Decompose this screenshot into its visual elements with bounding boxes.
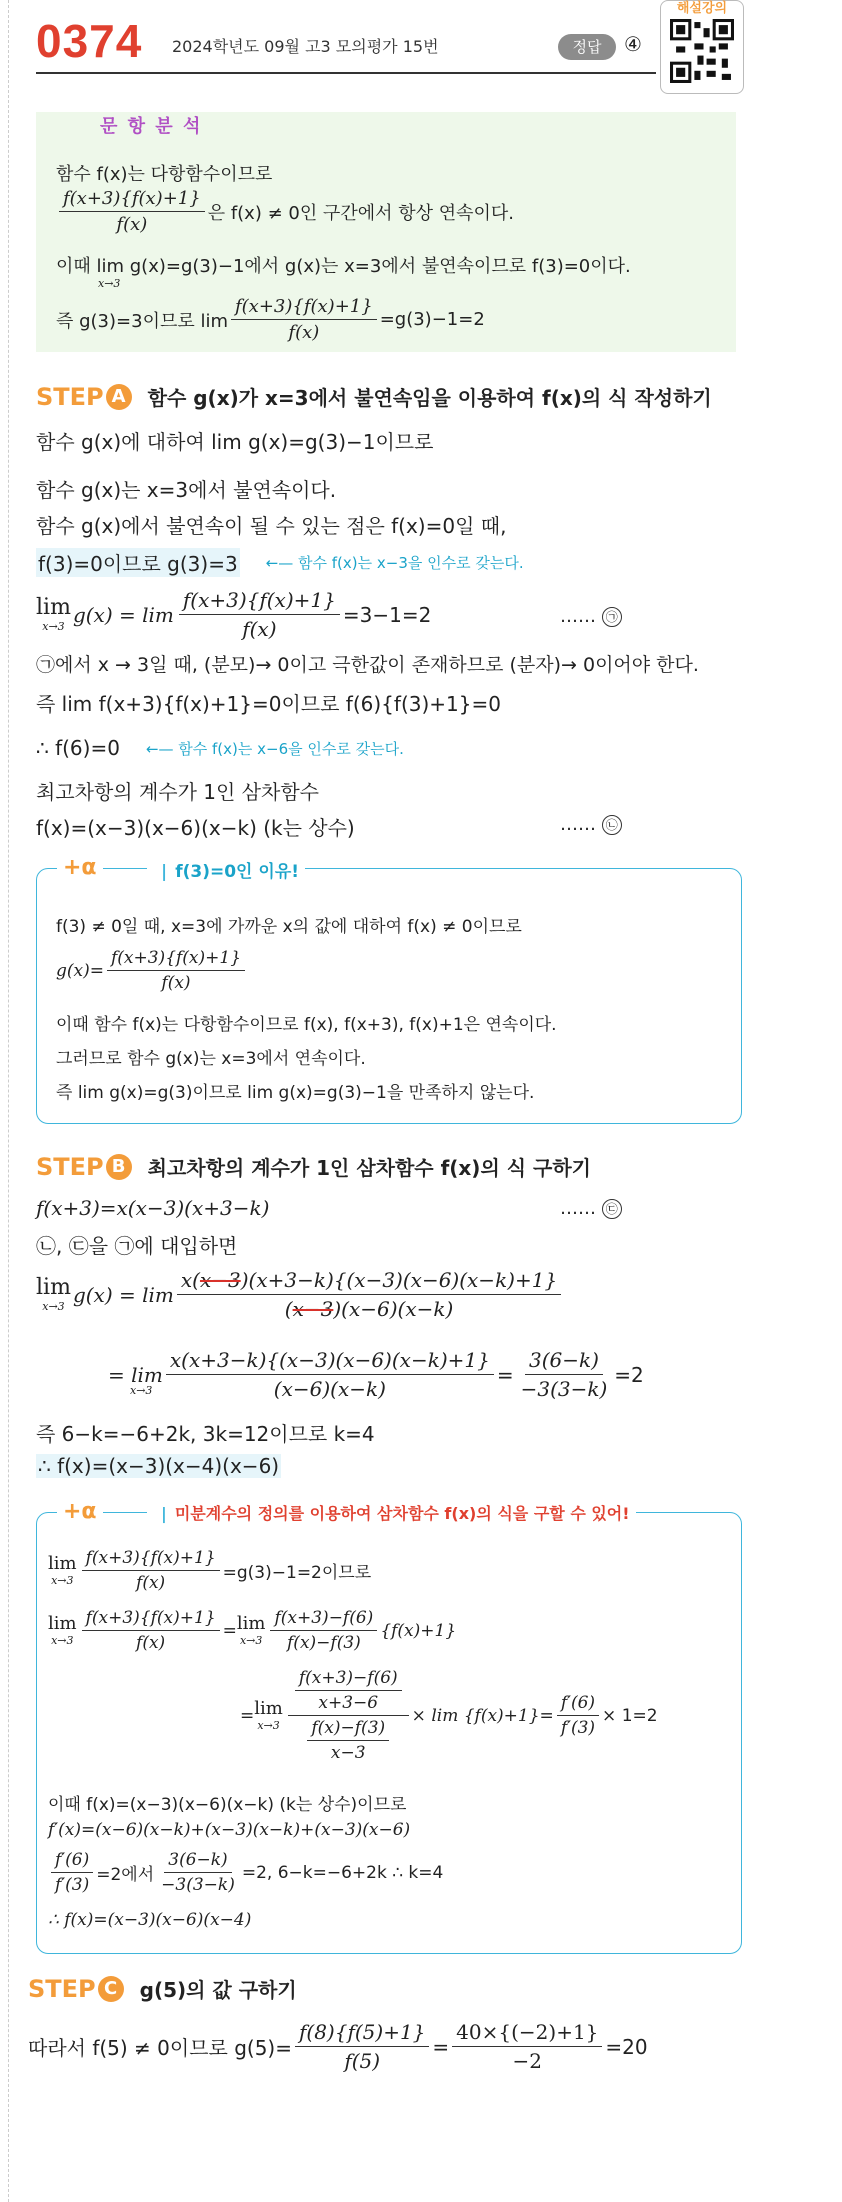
stepA-line-6 xyxy=(36,650,699,677)
body-text: f(3) ≠ 0일 때, x=3에 가까운 x의 값에 대하여 f(x) ≠ 0이므로 xyxy=(56,917,522,937)
stepA-line-9 xyxy=(36,776,319,805)
limit xyxy=(254,1700,283,1731)
separator: | xyxy=(161,1504,167,1523)
fraction xyxy=(51,1850,93,1895)
fraction-numerator xyxy=(177,1268,561,1295)
body-text: 그러므로 함수 g(x)는 x=3에서 연속이다. xyxy=(56,1049,366,1069)
compound-fraction xyxy=(288,1668,409,1763)
lim-word: lim xyxy=(36,595,71,620)
boxB-row-3: = lim x→3 $\frac{\frac{f(x+3)-f(6)}{x+3-6}}{\frac{f(x)-f(3)}{x-3}}$ × lim {f(x)+1}= $\frac{f'(6)}{f'(3)}$ × 1=2 xyxy=(240,1668,658,1763)
analysis-title: 문 항 분 석 xyxy=(100,116,203,137)
answer-value: ④ xyxy=(624,32,642,56)
step-b-heading xyxy=(36,1152,591,1181)
fraction-denominator: −3(3−k) xyxy=(520,1377,608,1401)
body-text: =g(3)−1=2이므로 xyxy=(222,1563,372,1583)
fraction-numerator: f(x+3)−f(6) xyxy=(270,1608,377,1631)
body-text: 함수 g(x)는 x=3에서 불연속이다. xyxy=(36,478,337,502)
body-text: f(x+3)=x(x−3)(x+3−k) xyxy=(36,1196,270,1220)
stepA-line-2 xyxy=(36,474,336,503)
analysis-text: 함수 f(x)는 다항함수이므로 xyxy=(56,164,273,185)
body-text: 이때 함수 f(x)는 다항함수이므로 f(x), f(x+3), f(x)+1은 연속이다. xyxy=(56,1015,557,1035)
fraction-numerator: 3(6−k) xyxy=(164,1850,231,1873)
qr-panel[interactable] xyxy=(660,0,744,94)
body-text: 따라서 f(5) ≠ 0이므로 g(5)= xyxy=(28,2036,292,2060)
fraction xyxy=(107,948,245,993)
lim-word: lim xyxy=(48,1553,77,1574)
stepA-line-1 xyxy=(36,426,433,455)
fraction-denominator: x+3−6 xyxy=(318,1693,379,1713)
body-text: = lim xyxy=(108,1362,163,1387)
body-text: × 1=2 xyxy=(602,1705,658,1726)
fraction xyxy=(295,1668,402,1713)
fraction-numerator: x(x+3−k){(x−3)(x−6)(x−k)+1} xyxy=(166,1348,494,1375)
stepA-line-7 xyxy=(36,688,501,717)
body-text: =2, 6−k=−6+2k ∴ k=4 xyxy=(241,1862,444,1883)
plus-alpha-icon: +α xyxy=(57,1499,103,1524)
fraction-numerator xyxy=(288,1668,409,1716)
fraction-numerator: f(x+3){f(x)+1} xyxy=(59,188,205,212)
fraction-denominator: f(x) xyxy=(116,214,148,235)
fraction-denominator: f(x) xyxy=(288,322,320,343)
fraction-numerator: f(x+3){f(x)+1} xyxy=(179,588,340,615)
fraction xyxy=(179,588,340,641)
limit-subscript: x→3 xyxy=(98,277,121,290)
boxB-row-2: lim x→3 $\frac{f(x+3)\{f(x)+1\}}{f(x)}$ = lim x→3 $\frac{f(x+3)-f(6)}{f(x)-f(3)}$ {f(x)+1} xyxy=(48,1608,457,1653)
body-text: =3−1=2 xyxy=(342,602,432,627)
body-text: ㉡, ㉢을 ㉠에 대입하면 xyxy=(36,1234,238,1258)
body-text: 즉 6−k=−6+2k, 3k=12이므로 k=4 xyxy=(36,1422,375,1446)
fraction xyxy=(82,1608,220,1653)
dots: …… xyxy=(560,814,596,835)
fraction xyxy=(270,1608,377,1653)
fraction-denominator: f(5) xyxy=(344,2049,381,2073)
step-badge: C xyxy=(98,1976,124,2002)
fraction-denominator: −3(3−k) xyxy=(161,1875,235,1895)
fraction xyxy=(177,1268,561,1321)
analysis-line-4 xyxy=(56,296,485,343)
annotation-note: ←— 함수 f(x)는 x−3을 인수로 갖는다. xyxy=(265,554,524,572)
fraction-denominator xyxy=(281,1295,458,1321)
boxB-row-7 xyxy=(48,1910,251,1930)
tip-title-text: 미분계수의 정의를 이용하여 삼차함수 f(x)의 식을 구할 수 있어! xyxy=(174,1504,630,1523)
limit xyxy=(48,1615,77,1646)
tag-circle: ㉡ xyxy=(602,815,622,835)
answer-badge xyxy=(558,34,616,60)
limit xyxy=(237,1615,266,1646)
tag-circle: ㉠ xyxy=(602,607,622,627)
step-c-label xyxy=(28,1975,124,2003)
fraction-denominator: −2 xyxy=(512,2049,543,2073)
numerator-part: x( xyxy=(180,1268,200,1292)
analysis-line-1 xyxy=(56,160,272,186)
fraction-denominator: f(x) xyxy=(242,617,277,641)
body-text: 이때 f(x)=(x−3)(x−6)(x−k) (k는 상수)이므로 xyxy=(48,1795,407,1815)
body-text: 함수 g(x)에 대하여 lim g(x)=g(3)−1이므로 xyxy=(36,430,434,454)
stepB-line-3 xyxy=(36,1268,564,1321)
lim-word: lim xyxy=(236,1613,266,1634)
fraction-numerator: f′(6) xyxy=(557,1693,599,1716)
fraction-denominator: f′(3) xyxy=(55,1875,90,1895)
numerator-part: )(x+3−k){(x−3)(x−6)(x−k)+1} xyxy=(240,1268,558,1292)
stepB-line-1 xyxy=(36,1196,269,1220)
body-text: g(x)= xyxy=(56,960,104,981)
limit xyxy=(48,1555,77,1586)
fraction-denominator: f′(3) xyxy=(560,1718,596,1738)
step-word: STEP xyxy=(36,382,104,411)
lim-word: lim xyxy=(254,1698,283,1719)
fraction xyxy=(307,1718,389,1763)
equation-tag-c xyxy=(560,1198,622,1219)
body-text: f(3)=0이므로 g(3)=3 xyxy=(36,548,240,577)
qr-caption: 해설강의 xyxy=(676,1,728,16)
cancelled-factor: x−3 xyxy=(199,1268,241,1292)
boxB-row-1 xyxy=(48,1548,371,1593)
boxA-line-4 xyxy=(56,1044,366,1069)
limit xyxy=(36,1277,71,1312)
lim-word: lim xyxy=(48,1613,77,1634)
analysis-text: 즉 g(3)=3이므로 lim xyxy=(56,310,228,332)
fraction xyxy=(452,2020,602,2073)
fraction-denominator: f(x) xyxy=(136,1633,166,1653)
analysis-text: =g(3)−1=2 xyxy=(379,309,485,330)
header-rule xyxy=(36,72,656,74)
stepB-line-5 xyxy=(36,1418,375,1447)
body-text: g(x) = lim xyxy=(72,1282,174,1307)
boxA-line-3 xyxy=(56,1010,557,1035)
body-text: 즉 lim f(x+3){f(x)+1}=0이므로 f(6){f(3)+1}=0 xyxy=(36,692,501,716)
exam-source: 2024학년도 09월 고3 모의평가 15번 xyxy=(172,37,439,56)
equation-tag-a xyxy=(560,606,622,627)
body-text: g(x) = lim xyxy=(72,602,174,627)
fraction-denominator: x−3 xyxy=(330,1743,366,1763)
result-text: ∴ f(x)=(x−3)(x−4)(x−6) xyxy=(38,1454,280,1478)
step-c-heading xyxy=(28,1974,297,2003)
stepA-line-10 xyxy=(36,812,355,841)
fraction-numerator: f(8){f(5)+1} xyxy=(295,2020,429,2047)
step-badge: A xyxy=(106,384,132,410)
step-badge: B xyxy=(106,1154,132,1180)
fraction-numerator: f(x+3){f(x)+1} xyxy=(107,948,245,971)
fraction-numerator: f(x+3){f(x)+1} xyxy=(82,1548,220,1571)
boxB-row-4 xyxy=(48,1790,406,1815)
dots: …… xyxy=(560,1198,596,1219)
answer-label: 정답 xyxy=(572,38,602,56)
body-text: ∴ f(6)=0 xyxy=(36,736,120,760)
fraction xyxy=(557,1693,599,1738)
fraction-numerator: f(x+3)−f(6) xyxy=(295,1668,402,1691)
plus-alpha-icon: +α xyxy=(57,855,103,880)
step-title: g(5)의 값 구하기 xyxy=(139,1978,297,2002)
equation-tag-b xyxy=(560,814,622,835)
fraction xyxy=(517,1348,612,1401)
lim-word: lim xyxy=(36,1275,71,1300)
stepB-line-2 xyxy=(36,1230,237,1259)
fraction-denominator: f(x)−f(3) xyxy=(287,1633,361,1653)
step-a-label xyxy=(36,383,132,411)
final-answer: =20 xyxy=(605,2034,648,2059)
analysis-text: 은 f(x) ≠ 0인 구간에서 항상 연속이다. xyxy=(207,202,514,224)
limit-subscript: x→3 xyxy=(51,1574,74,1587)
stepA-line-4 xyxy=(36,548,524,577)
body-text: ∴ f(x)=(x−3)(x−6)(x−4) xyxy=(48,1910,252,1930)
limit-subscript: x→3 xyxy=(130,1384,153,1397)
limit-subscript: x→3 xyxy=(42,1300,65,1313)
stepB-line-4: = lim $\frac{x(x+3-k)\{(x-3)(x-6)(x-k)+1\}}{(x-6)(x-k)}$ = $\frac{3(6-k)}{-3(3-k)}$ =2 xyxy=(108,1348,644,1401)
body-text: × lim {f(x)+1}= xyxy=(411,1705,554,1726)
body-text: 최고차항의 계수가 1인 삼차함수 xyxy=(36,780,319,804)
boxA-line-1 xyxy=(56,912,522,937)
analysis-line-3 xyxy=(56,252,631,278)
limit-subscript: x→3 xyxy=(239,1634,263,1647)
fraction-numerator: f′(6) xyxy=(51,1850,93,1873)
fraction xyxy=(231,296,377,343)
fraction xyxy=(157,1850,239,1895)
limit-subscript: x→3 xyxy=(51,1634,74,1647)
stepB-line-6 xyxy=(36,1454,281,1478)
tip-title xyxy=(147,857,305,882)
cancelled-factor: x−3 xyxy=(292,1297,334,1321)
limit xyxy=(36,597,71,632)
fraction-numerator: 40×{(−2)+1} xyxy=(452,2020,602,2047)
body-text: ㉠에서 x → 3일 때, (분모)→ 0이고 극한값이 존재하므로 (분자)→ 0이어야 한다. xyxy=(36,654,699,676)
body-text: {f(x)+1} xyxy=(380,1620,457,1641)
analysis-line-2 xyxy=(56,188,514,235)
fraction xyxy=(59,188,205,235)
boxB-row-6 xyxy=(48,1850,443,1895)
body-text: 함수 g(x)에서 불연속이 될 수 있는 점은 f(x)=0일 때, xyxy=(36,514,507,538)
fraction xyxy=(295,2020,429,2073)
fraction-numerator: 3(6−k) xyxy=(525,1348,603,1375)
tip-title-text: f(3)=0인 이유! xyxy=(175,862,299,882)
fraction-numerator: f(x+3){f(x)+1} xyxy=(231,296,377,320)
separator: | xyxy=(161,862,168,882)
body-text: f(x)=(x−3)(x−6)(x−k) (k는 상수) xyxy=(36,816,355,840)
stepA-line-5 xyxy=(36,588,431,641)
body-text: f′(x)=(x−6)(x−k)+(x−3)(x−k)+(x−3)(x−6) xyxy=(48,1820,411,1840)
tip-title xyxy=(147,1501,636,1524)
boxA-line-2 xyxy=(56,948,248,993)
step-title: 최고차항의 계수가 1인 삼차함수 f(x)의 식 구하기 xyxy=(147,1156,591,1180)
problem-number: 0374 xyxy=(36,15,143,67)
stepA-line-3 xyxy=(36,510,506,539)
limit-subscript: x→3 xyxy=(42,620,65,633)
body-text: =2에서 xyxy=(96,1865,155,1885)
boxA-line-5 xyxy=(56,1078,534,1103)
fraction-denominator: (x−6)(x−k) xyxy=(273,1377,386,1401)
body-text: 즉 lim g(x)=g(3)이므로 lim g(x)=g(3)−1을 만족하지 않는다. xyxy=(56,1083,535,1103)
body-text: =2 xyxy=(614,1362,644,1387)
tag-circle: ㉢ xyxy=(602,1199,622,1219)
fraction-denominator xyxy=(300,1716,396,1763)
annotation-note: ←— 함수 f(x)는 x−6을 인수로 갖는다. xyxy=(145,739,404,758)
limit-subscript: x→3 xyxy=(257,1719,280,1732)
stepA-line-8 xyxy=(36,736,404,760)
step-a-heading xyxy=(36,382,712,411)
fraction-denominator: f(x) xyxy=(161,973,191,993)
fraction-numerator: f(x)−f(3) xyxy=(307,1718,389,1741)
stepC-line-1: 따라서 f(5) ≠ 0이므로 g(5)= $\frac{f(8)\{f(5)+1\}}{f(5)}$ = $\frac{40\times\{(-2)+1\}}{-2}$ =20 xyxy=(28,2020,648,2073)
fraction-numerator: f(x+3){f(x)+1} xyxy=(82,1608,220,1631)
step-word: STEP xyxy=(28,1974,96,2003)
left-margin-line xyxy=(8,0,10,2202)
denominator-part: )(x−6)(x−k) xyxy=(333,1297,454,1321)
fraction xyxy=(166,1348,494,1401)
qr-code-icon xyxy=(670,19,734,83)
analysis-text: 이때 lim g(x)=g(3)−1에서 g(x)는 x=3에서 불연속이므로 f(3)=0이다. xyxy=(56,256,631,277)
step-word: STEP xyxy=(36,1152,104,1181)
fraction xyxy=(82,1548,220,1593)
dots: …… xyxy=(560,606,596,627)
fraction-denominator: f(x) xyxy=(136,1573,166,1593)
denominator-part: ( xyxy=(284,1297,293,1321)
boxB-row-5 xyxy=(48,1820,410,1840)
step-title: 함수 g(x)가 x=3에서 불연속임을 이용하여 f(x)의 식 작성하기 xyxy=(147,386,712,410)
step-b-label xyxy=(36,1153,132,1181)
